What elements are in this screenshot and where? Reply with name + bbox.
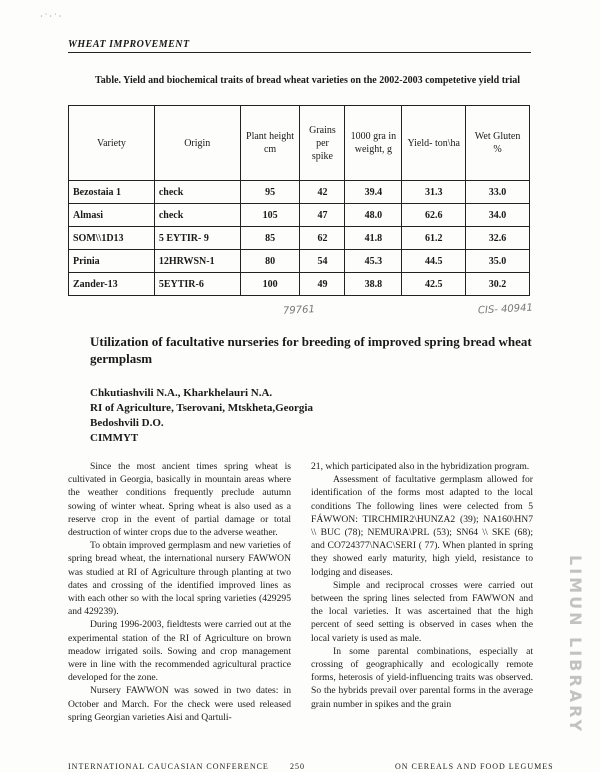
- scan-specks: · ˙ · ˙ ·: [40, 12, 62, 21]
- table-row: [69, 273, 530, 296]
- cell-origin: 5EYTIR-6: [154, 273, 240, 296]
- col-header: Wet Gluten %: [466, 106, 530, 181]
- cell-origin: 12HRWSN-1: [154, 250, 240, 273]
- cell-value: 62: [300, 227, 345, 250]
- table-row: [69, 181, 530, 204]
- table-row: [69, 250, 530, 273]
- cell-value: 34.0: [466, 204, 530, 227]
- cell-value: 32.6: [466, 227, 530, 250]
- footer-right: ON CEREALS AND FOOD LEGUMES: [395, 762, 554, 771]
- footer-left: INTERNATIONAL CAUCASIAN CONFERENCE: [68, 762, 269, 771]
- paragraph: Nursery FAWWON was sowed in two dates: in October and March. For the check were used released spring Georgian varieties Aisi and Qartuli-: [68, 685, 291, 723]
- cell-value: 49: [300, 273, 345, 296]
- right-column: [311, 460, 533, 711]
- cell-value: 44.5: [402, 250, 466, 273]
- paragraph: During 1996-2003, fieldtests were carried out at the experimental station of the RI of Agriculture on brown meadow irrigated soils. Sowing and crop management were in line with the recommended agricultural practice developed for the zone.: [68, 619, 291, 684]
- left-column: [68, 460, 291, 724]
- yield-table: [68, 105, 530, 296]
- cell-variety: SOM\\1D13: [69, 227, 155, 250]
- table-header-row: [69, 106, 530, 181]
- running-title: WHEAT IMPROVEMENT: [68, 39, 190, 50]
- affiliation-line: RI of Agriculture, Tserovani, Mtskheta,Georgia: [90, 402, 313, 414]
- col-header: Variety: [69, 106, 155, 181]
- article-title: Utilization of facultative nurseries for breeding of improved spring bread wheat germplasm: [90, 334, 532, 366]
- paragraph: In some parental combinations, especially at crossing of geographically and ecologically remote forms, heterosis of yield-influencing traits was observed. So the hybrids prevail over parental forms in the average grain number in spikes and the grain: [311, 645, 533, 710]
- table-row: [69, 227, 530, 250]
- col-header: 1000 gra in weight, g: [345, 106, 402, 181]
- author-line: Bedoshvili D.O.: [90, 417, 164, 429]
- cell-value: 48.0: [345, 204, 402, 227]
- cell-value: 42: [300, 181, 345, 204]
- cell-variety: Bezostaia 1: [69, 181, 155, 204]
- paragraph: 21, which participated also in the hybridization program.: [311, 461, 530, 472]
- cell-variety: Zander-13: [69, 273, 155, 296]
- paragraph: Since the most ancient times spring wheat is cultivated in Georgia, basically in mountain areas where the weather conditions frequently preclude autumn sowing of winter wheat. Spring wheat is also used as a reserve crop in the event of partial damage or total destruction of winter crops due to the adverse weather.: [68, 461, 291, 539]
- col-header: Origin: [154, 106, 240, 181]
- cell-value: 35.0: [466, 250, 530, 273]
- paragraph: To obtain improved germplasm and new varieties of spring bread wheat, the international nursery FAWWON was studied at RI of Agriculture through planting at two dates and crossing of the identified improved lines as with each other so with the local spring varieties (429295 and 429239).: [68, 540, 291, 618]
- cell-value: 45.3: [345, 250, 402, 273]
- col-header: Grains per spike: [300, 106, 345, 181]
- cell-value: 54: [300, 250, 345, 273]
- cell-value: 41.8: [345, 227, 402, 250]
- cell-value: 30.2: [466, 273, 530, 296]
- cell-value: 33.0: [466, 181, 530, 204]
- affiliation-line: CIMMYT: [90, 432, 139, 444]
- cell-value: 38.8: [345, 273, 402, 296]
- col-header: Plant height cm: [240, 106, 300, 181]
- author-block: [90, 386, 313, 446]
- cell-origin: 5 EYTIR- 9: [154, 227, 240, 250]
- cell-value: 100: [240, 273, 300, 296]
- header-rule: [68, 52, 531, 53]
- cell-variety: Prinia: [69, 250, 155, 273]
- cell-value: 105: [240, 204, 300, 227]
- handwritten-accession-number: 79761: [282, 304, 316, 317]
- library-stamp: LIMUN LIBRARY: [566, 555, 585, 735]
- cell-value: 95: [240, 181, 300, 204]
- cell-value: 61.2: [402, 227, 466, 250]
- cell-value: 80: [240, 250, 300, 273]
- cell-value: 85: [240, 227, 300, 250]
- page-number: 250: [290, 762, 305, 771]
- table-caption: Table. Yield and biochemical traits of bread wheat varieties on the 2002-2003 competetive yield trial: [95, 75, 521, 86]
- cell-value: 39.4: [345, 181, 402, 204]
- handwritten-catalog-number: CIS- 40941: [477, 302, 534, 317]
- cell-variety: Almasi: [69, 204, 155, 227]
- col-header: Yield- ton\ha: [402, 106, 466, 181]
- cell-value: 42.5: [402, 273, 466, 296]
- author-line: Chkutiashvili N.A., Kharkhelauri N.A.: [90, 387, 273, 399]
- paragraph: Assessment of facultative germplasm allowed for identification of the forms most adapted to the local conditions The following lines were celected from 5 FÁWWON: TIRCHMIR2\HUNZA2 (39); NA160\HN7 \\ BUC (78); NEMURA\PRL (53); SN64 \\ SKE (68); and CO724377\NAC\SERI ( 77). When planted in spring they showed early maturity, high yield, resistance to lodging and diseases.: [311, 474, 533, 578]
- paragraph: Simple and reciprocal crosses were carried out between the spring lines selected from FAWWON and the local varieties. It was ascertained that the high percent of seed setting is observed in cases when the local variety is used as male.: [311, 579, 533, 644]
- cell-value: 47: [300, 204, 345, 227]
- cell-value: 31.3: [402, 181, 466, 204]
- cell-value: 62.6: [402, 204, 466, 227]
- cell-origin: check: [154, 181, 240, 204]
- table-row: [69, 204, 530, 227]
- cell-origin: check: [154, 204, 240, 227]
